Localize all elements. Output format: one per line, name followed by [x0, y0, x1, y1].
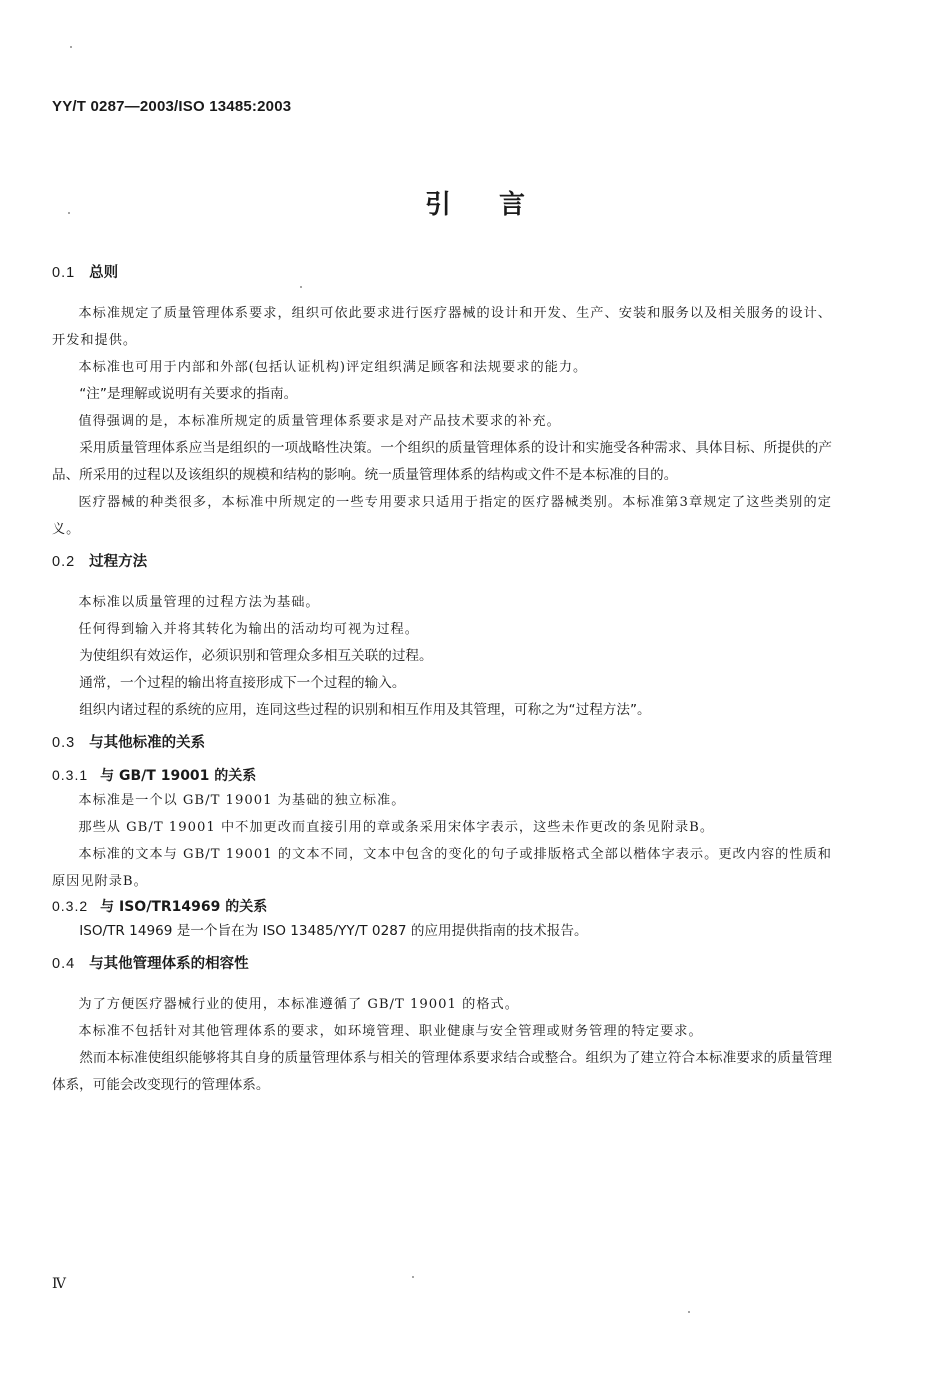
section-title: 与其他标准的关系: [89, 735, 206, 751]
scan-speck: [300, 286, 302, 288]
paragraph: 本标准规定了质量管理体系要求，组织可依此要求进行医疗器械的设计和开发、生产、安装和服务以及相关服务的设计、开发和提供。: [52, 306, 832, 348]
section-number: 0.1: [52, 265, 76, 281]
scan-speck: [688, 1311, 690, 1313]
section-title: 过程方法: [89, 554, 148, 570]
paragraph: “注”是理解或说明有关要求的指南。: [79, 386, 298, 402]
paragraph: 然而本标准使组织能够将其自身的质量管理体系与相关的管理体系要求结合或整合。组织为了建立符合本标准要求的质量管理体系，可能会改变现行的管理体系。: [52, 1050, 832, 1093]
page-title: 引言: [424, 190, 573, 220]
section-number: 0.3.2: [52, 898, 89, 914]
paragraph: 本标准以质量管理的过程方法为基础。: [78, 595, 320, 610]
section-title: 与 ISO/TR14969 的关系: [100, 899, 268, 915]
subsection-heading-0-3-1: [52, 764, 832, 787]
document-body: [52, 262, 832, 1099]
paragraph: 任何得到输入并将其转化为输出的活动均可视为过程。: [78, 622, 419, 637]
paragraph: ISO/TR 14969 是一个旨在为 ISO 13485/YY/T 0287 的应用提供指南的技术报告。: [79, 923, 588, 939]
section-title: 与其他管理体系的相容性: [89, 956, 249, 972]
paragraph: 为了方便医疗器械行业的使用，本标准遵循了 GB/T 19001 的格式。: [78, 997, 519, 1012]
paragraph: 本标准也可用于内部和外部(包括认证机构)评定组织满足顾客和法规要求的能力。: [78, 360, 588, 375]
scan-speck: [70, 46, 72, 48]
subsection-heading-0-3-2: [52, 895, 832, 918]
paragraph: 值得强调的是，本标准所规定的质量管理体系要求是对产品技术要求的补充。: [78, 414, 561, 429]
paragraph: 组织内诸过程的系统的应用，连同这些过程的识别和相互作用及其管理，可称之为“过程方法”。: [79, 702, 651, 718]
paragraph: 那些从 GB/T 19001 中不加更改而直接引用的章或条采用宋体字表示，这些未作更改的条见附录B。: [78, 820, 715, 835]
section-number: 0.3.1: [52, 767, 89, 783]
section-number: 0.2: [52, 554, 76, 570]
scan-speck: [68, 212, 70, 214]
paragraph: 采用质量管理体系应当是组织的一项战略性决策。一个组织的质量管理体系的设计和实施受各种需求、具体目标、所提供的产品、所采用的过程以及该组织的规模和结构的影响。统一质量管理体系的结构或文件不是本标准的目的。: [52, 440, 832, 483]
document-code-header: YY/T 0287—2003/ISO 13485:2003: [52, 98, 292, 115]
section-heading-0-1: [52, 262, 832, 284]
section-heading-0-3: [52, 732, 832, 754]
paragraph: 本标准的文本与 GB/T 19001 的文本不同，文本中包含的变化的句子或排版格式全部以楷体字表示。更改内容的性质和原因见附录B。: [52, 847, 832, 889]
scan-speck: [412, 1276, 414, 1278]
paragraph: 为使组织有效运作，必须识别和管理众多相互关联的过程。: [79, 648, 433, 664]
section-number: 0.4: [52, 956, 76, 972]
section-title: 总则: [89, 265, 119, 281]
paragraph: 医疗器械的种类很多，本标准中所规定的一些专用要求只适用于指定的医疗器械类别。本标准第3章规定了这些类别的定义。: [52, 495, 832, 537]
paragraph: 通常，一个过程的输出将直接形成下一个过程的输入。: [79, 675, 406, 691]
paragraph: 本标准是一个以 GB/T 19001 为基础的独立标准。: [78, 793, 406, 808]
section-heading-0-4: [52, 953, 832, 975]
section-title: 与 GB/T 19001 的关系: [100, 768, 257, 784]
section-heading-0-2: [52, 551, 832, 573]
paragraph: 本标准不包括针对其他管理体系的要求，如环境管理、职业健康与安全管理或财务管理的特定要求。: [78, 1024, 703, 1039]
page-number: Ⅳ: [52, 1277, 66, 1292]
section-number: 0.3: [52, 735, 76, 751]
